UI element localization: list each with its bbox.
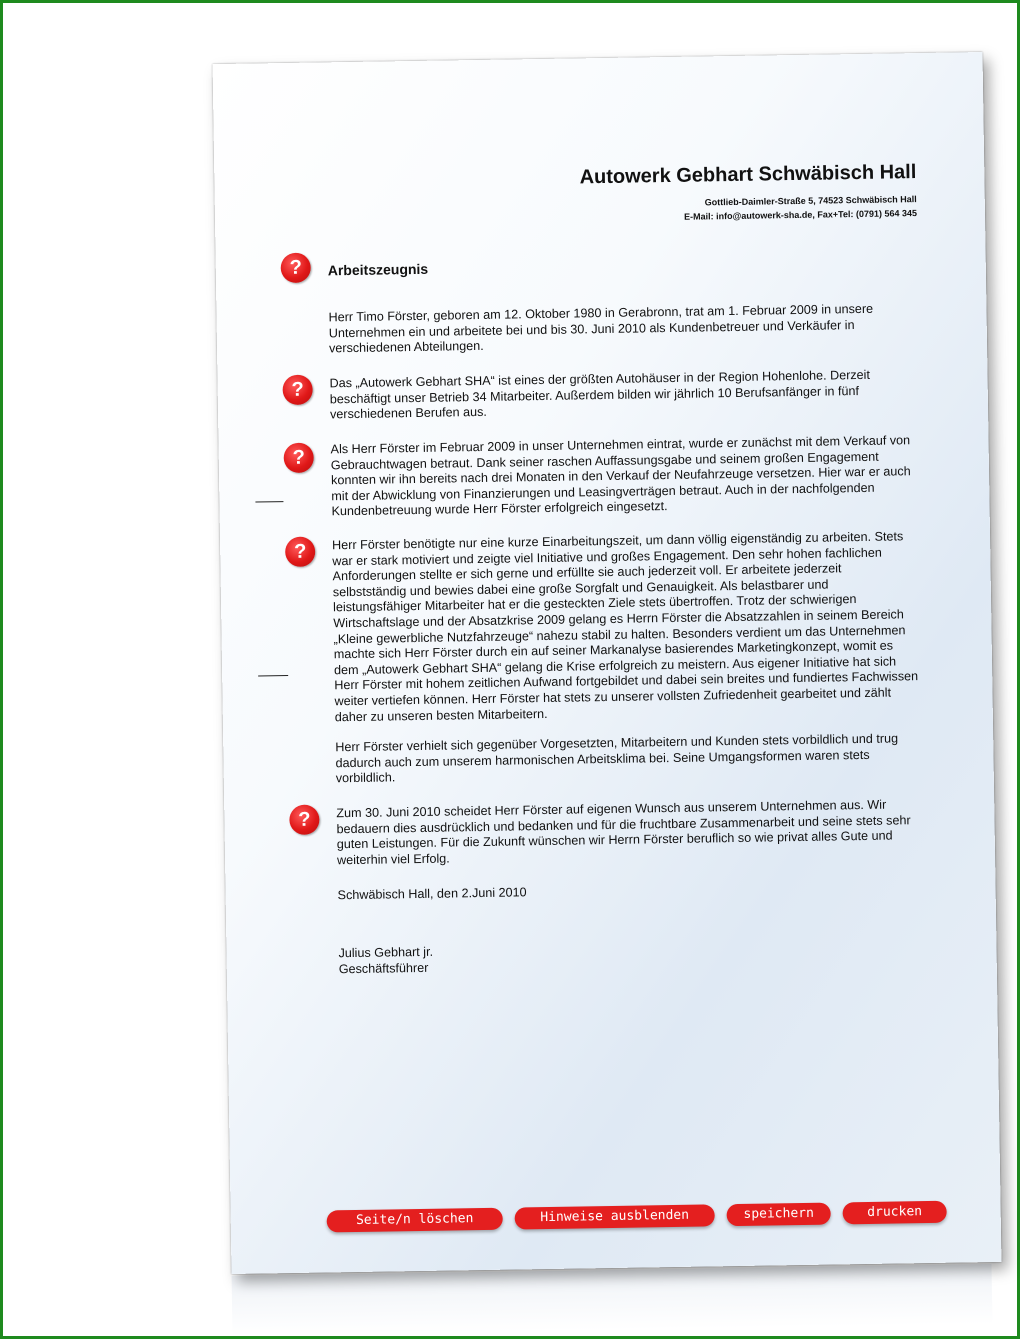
place-date: Schwäbisch Hall, den 2.Juni 2010 <box>337 885 527 903</box>
hint-icon-performance[interactable]: ? <box>285 537 315 567</box>
signer-title: Geschäftsführer <box>338 960 429 977</box>
hint-icon-title[interactable]: ? <box>281 253 311 283</box>
document-sheet <box>213 52 1002 1274</box>
letterhead <box>579 161 917 223</box>
paragraph-conduct: Herr Förster verhielt sich gegenüber Vorgesetzten, Mitarbeitern und Kunden stets vorbildlich und trug dadurch auch zum unserem harmonischen Arbeitsklima bei. Seine Umgangsformen waren stets vorbildlich. <box>335 731 899 786</box>
signer-name: Julius Gebhart jr. <box>338 944 434 961</box>
fold-mark-top <box>255 501 283 502</box>
sheet-reflection <box>232 1264 993 1336</box>
paragraph-company: Das „Autowerk Gebhart SHA“ ist eines der größten Autohäuser in der Region Hohenlohe. Derzeit beschäftigt unser Betrieb 34 Mitarbeiter. Außerdem bilden wir jährlich 10 Berufsanfänger in fünf verschiedenen Berufen aus. <box>329 367 871 422</box>
print-button[interactable]: drucken <box>843 1201 947 1225</box>
paragraph-closing: Zum 30. Juni 2010 scheidet Herr Förster auf eigenen Wunsch aus unserem Unternehmen aus. Wir bedauern dies ausdrücklich und bedanken und für die fruchtbare Zusammenarbeit und seine stets sehr guten Leistungen. Für die Zukunft wünschen wir Herrn Förster beruflich so wie privat alles Gute und weiterhin viel Erfolg. <box>336 797 911 868</box>
document-title: Arbeitszeugnis <box>327 260 429 279</box>
paragraph-tasks: Als Herr Förster im Februar 2009 in unser Unternehmen eintrat, wurde er zunächst mit dem Verkauf von Gebrauchtwagen betraut. Dank seiner raschen Auffassungsgabe und seinem großen Engagement konnten wir ihn bereits nach drei Monaten in den Verkauf der Neufahrzeuge versetzen. Hier war er auch mit der Abwicklung von Finanzierungen und Leasingverträgen betraut. Auch in der nachfolgenden Kundenbetreuung wurde Herr Förster erfolgreich eingesetzt. <box>330 433 911 519</box>
delete-pages-button[interactable]: Seite/n löschen <box>327 1208 503 1233</box>
fold-mark-middle <box>258 675 288 676</box>
company-address: Gottlieb-Daimler-Straße 5, 74523 Schwäbisch Hall <box>704 194 917 208</box>
hide-hints-button[interactable]: Hinweise ausblenden <box>515 1204 715 1229</box>
paragraph-performance: Herr Förster benötigte nur eine kurze Einarbeitungszeit, um dann völlig eigenständig zu arbeiten. Stets war er stark motiviert und zeigte viel Initiative und großes Engagement. Den sehr hohen fachlichen Anforderungen stellte er sich gerne und erfüllte sie auch jederzeit voll. Er arbeitete jederzeit selbstständig und bewies dabei eine große Sorgfalt und Genauigkeit. Als belastbarer und leistungsfähiger Mitarbeiter hat er die gesteckten Ziele stets übertroffen. Trotz der schwierigen Wirtschaftslage und der Absatzkrise 2009 gelang es Herrn Förster die Absatzzahlen in seinem Bereich „Kleine gewerbliche Nutzfahrzeuge“ nahezu stabil zu halten. Besonders verdient um das Unternehmen machte sich Herr Förster durch ein auf seiner Markanalyse basierendes Marketingkonzept, womit es dem „Autowerk Gebhart SHA“ gelang die Krise erfolgreich zu meistern. Aus eigener Initiative hat sich Herr Förster mit hohem zeitlichen Aufwand fortgebildet und dabei sein breites und fundiertes Fachwissen weiter vertiefen können. Herr Förster hat stets zu unserer vollsten Zufriedenheit gearbeitet und zählt daher zu unseren besten Mitarbeitern. <box>332 529 919 724</box>
hint-icon-closing[interactable]: ? <box>289 805 319 835</box>
hint-icon-company[interactable]: ? <box>282 375 312 405</box>
paragraph-intro: Herr Timo Förster, geboren am 12. Oktober 1980 in Gerabronn, trat am 1. Februar 2009 in unsere Unternehmen ein und arbeitete bei und bis 30. Juni 2010 als Kundenbetreuer und Verkäufer in verschiedenen Abteilungen. <box>328 301 874 356</box>
company-name: Autowerk Gebhart Schwäbisch Hall <box>579 161 917 189</box>
hint-icon-tasks[interactable]: ? <box>284 443 314 473</box>
company-contact: E-Mail: info@autowerk-sha.de, Fax+Tel: (0791) 564 345 <box>683 208 918 222</box>
save-button[interactable]: speichern <box>727 1203 831 1227</box>
